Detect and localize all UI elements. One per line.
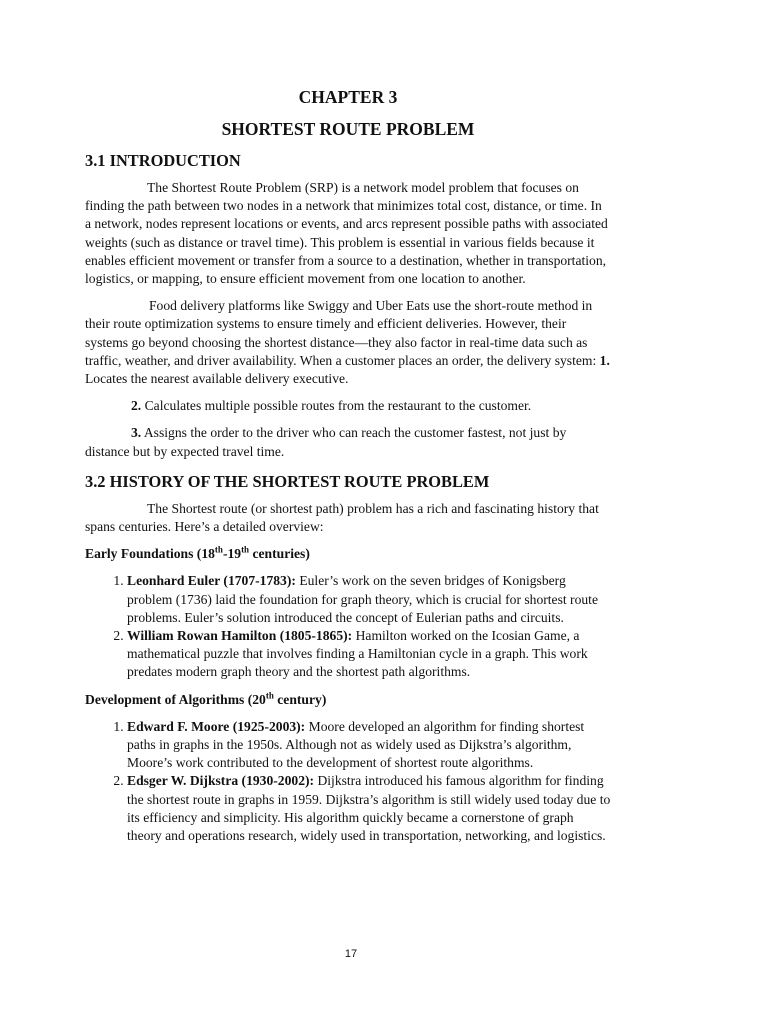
list-item-text: Hamilton worked on the Icosian Game, a mathematical puzzle that involves finding a Hamiltonian cycle in a graph. This work predates modern graph theory and the shortest path algorithms.: [127, 628, 588, 680]
list-item-text: Euler’s work on the seven bridges of Konigsberg problem (1736) laid the foundation for graph theory, which is crucial for shortest route problems. Euler’s solution introduced the concept of Eulerian paths and circuits.: [127, 573, 598, 625]
step-1-text: Locates the nearest available delivery executive.: [85, 371, 349, 387]
intro-paragraph-1: The Shortest Route Problem (SRP) is a network model problem that focuses on finding the path between two nodes in a network that minimizes total cost, distance, or time. In a network, nodes represent locations or events, and arcs represent possible paths with associated weights (such as distance or travel time). This problem is essential in various fields because it enables efficient movement or transfer from a source to a destination, whether in transportation, logistics, or mapping, to ensure efficient movement from one location to another.: [85, 180, 608, 287]
list-item: [127, 772, 611, 845]
list-item: [127, 627, 611, 682]
subheading-early-part-1: Early Foundations (18: [85, 546, 215, 562]
list-item: [127, 572, 611, 627]
step-2: [85, 397, 611, 415]
section-heading-introduction: 3.1 INTRODUCTION: [85, 151, 241, 170]
page-content: [85, 86, 611, 854]
list-item-name: Leonhard Euler (1707-1783):: [127, 573, 296, 589]
section-heading-history: 3.2 HISTORY OF THE SHORTEST ROUTE PROBLEM: [85, 471, 490, 491]
list-item: [127, 718, 611, 773]
chapter-number: CHAPTER 3: [298, 87, 398, 107]
step-2-number: 2.: [131, 398, 142, 414]
subheading-early-sup-2: th: [241, 544, 250, 555]
subheading-early-foundations: [85, 545, 611, 563]
list-item-name: Edsger W. Dijkstra (1930-2002):: [127, 773, 315, 789]
intro-paragraph-2-text: Food delivery platforms like Swiggy and Uber Eats use the short-route method in their route optimization systems to ensure timely and efficient deliveries. However, their systems go beyond choosing the shortest distance—they also factor in real-time data such as traffic, weather, and driver availability. When a customer places an order, the delivery system:: [85, 298, 597, 368]
page-number: 17: [344, 948, 358, 960]
step-3-text: Assigns the order to the driver who can reach the customer fastest, not just by distance but by expected travel time.: [85, 425, 567, 459]
algorithms-list: [85, 718, 611, 845]
list-item-name: Edward F. Moore (1925-2003):: [127, 718, 306, 734]
step-2-text: Calculates multiple possible routes from the restaurant to the customer.: [144, 398, 532, 414]
subheading-algorithms-part-1: Development of Algorithms (20: [85, 691, 266, 707]
list-item-text: Dijkstra introduced his famous algorithm for finding the shortest route in graphs in 1959. Dijkstra’s algorithm is still widely used today due to its efficiency and simplicity. His algorithm quickly became a cornerstone of graph theory and operations research, widely used in transportation, networking, and logistics.: [127, 773, 611, 844]
step-1-number: 1.: [599, 352, 610, 368]
subheading-algorithms-part-2: century): [273, 691, 327, 707]
subheading-algorithms-sup: th: [265, 690, 274, 701]
subheading-early-part-2: -19: [222, 546, 242, 562]
intro-paragraph-2: [85, 297, 611, 388]
subheading-early-part-3: centuries): [249, 546, 310, 562]
subheading-algorithms: [85, 691, 611, 709]
history-intro-paragraph: The Shortest route (or shortest path) problem has a rich and fascinating history that spans centuries. Here’s a detailed overview:: [85, 500, 599, 535]
list-item-name: William Rowan Hamilton (1805-1865):: [127, 628, 353, 644]
step-3: [85, 424, 611, 460]
chapter-title: SHORTEST ROUTE PROBLEM: [221, 119, 475, 139]
subheading-early-sup-1: th: [214, 544, 223, 555]
list-item-text: Moore developed an algorithm for finding shortest paths in graphs in the 1950s. Although not as widely used as Dijkstra’s algorithm, Moore’s work contributed to the development of shortest route algorithms.: [127, 718, 585, 771]
step-3-number: 3.: [131, 425, 142, 441]
early-foundations-list: [85, 572, 611, 681]
